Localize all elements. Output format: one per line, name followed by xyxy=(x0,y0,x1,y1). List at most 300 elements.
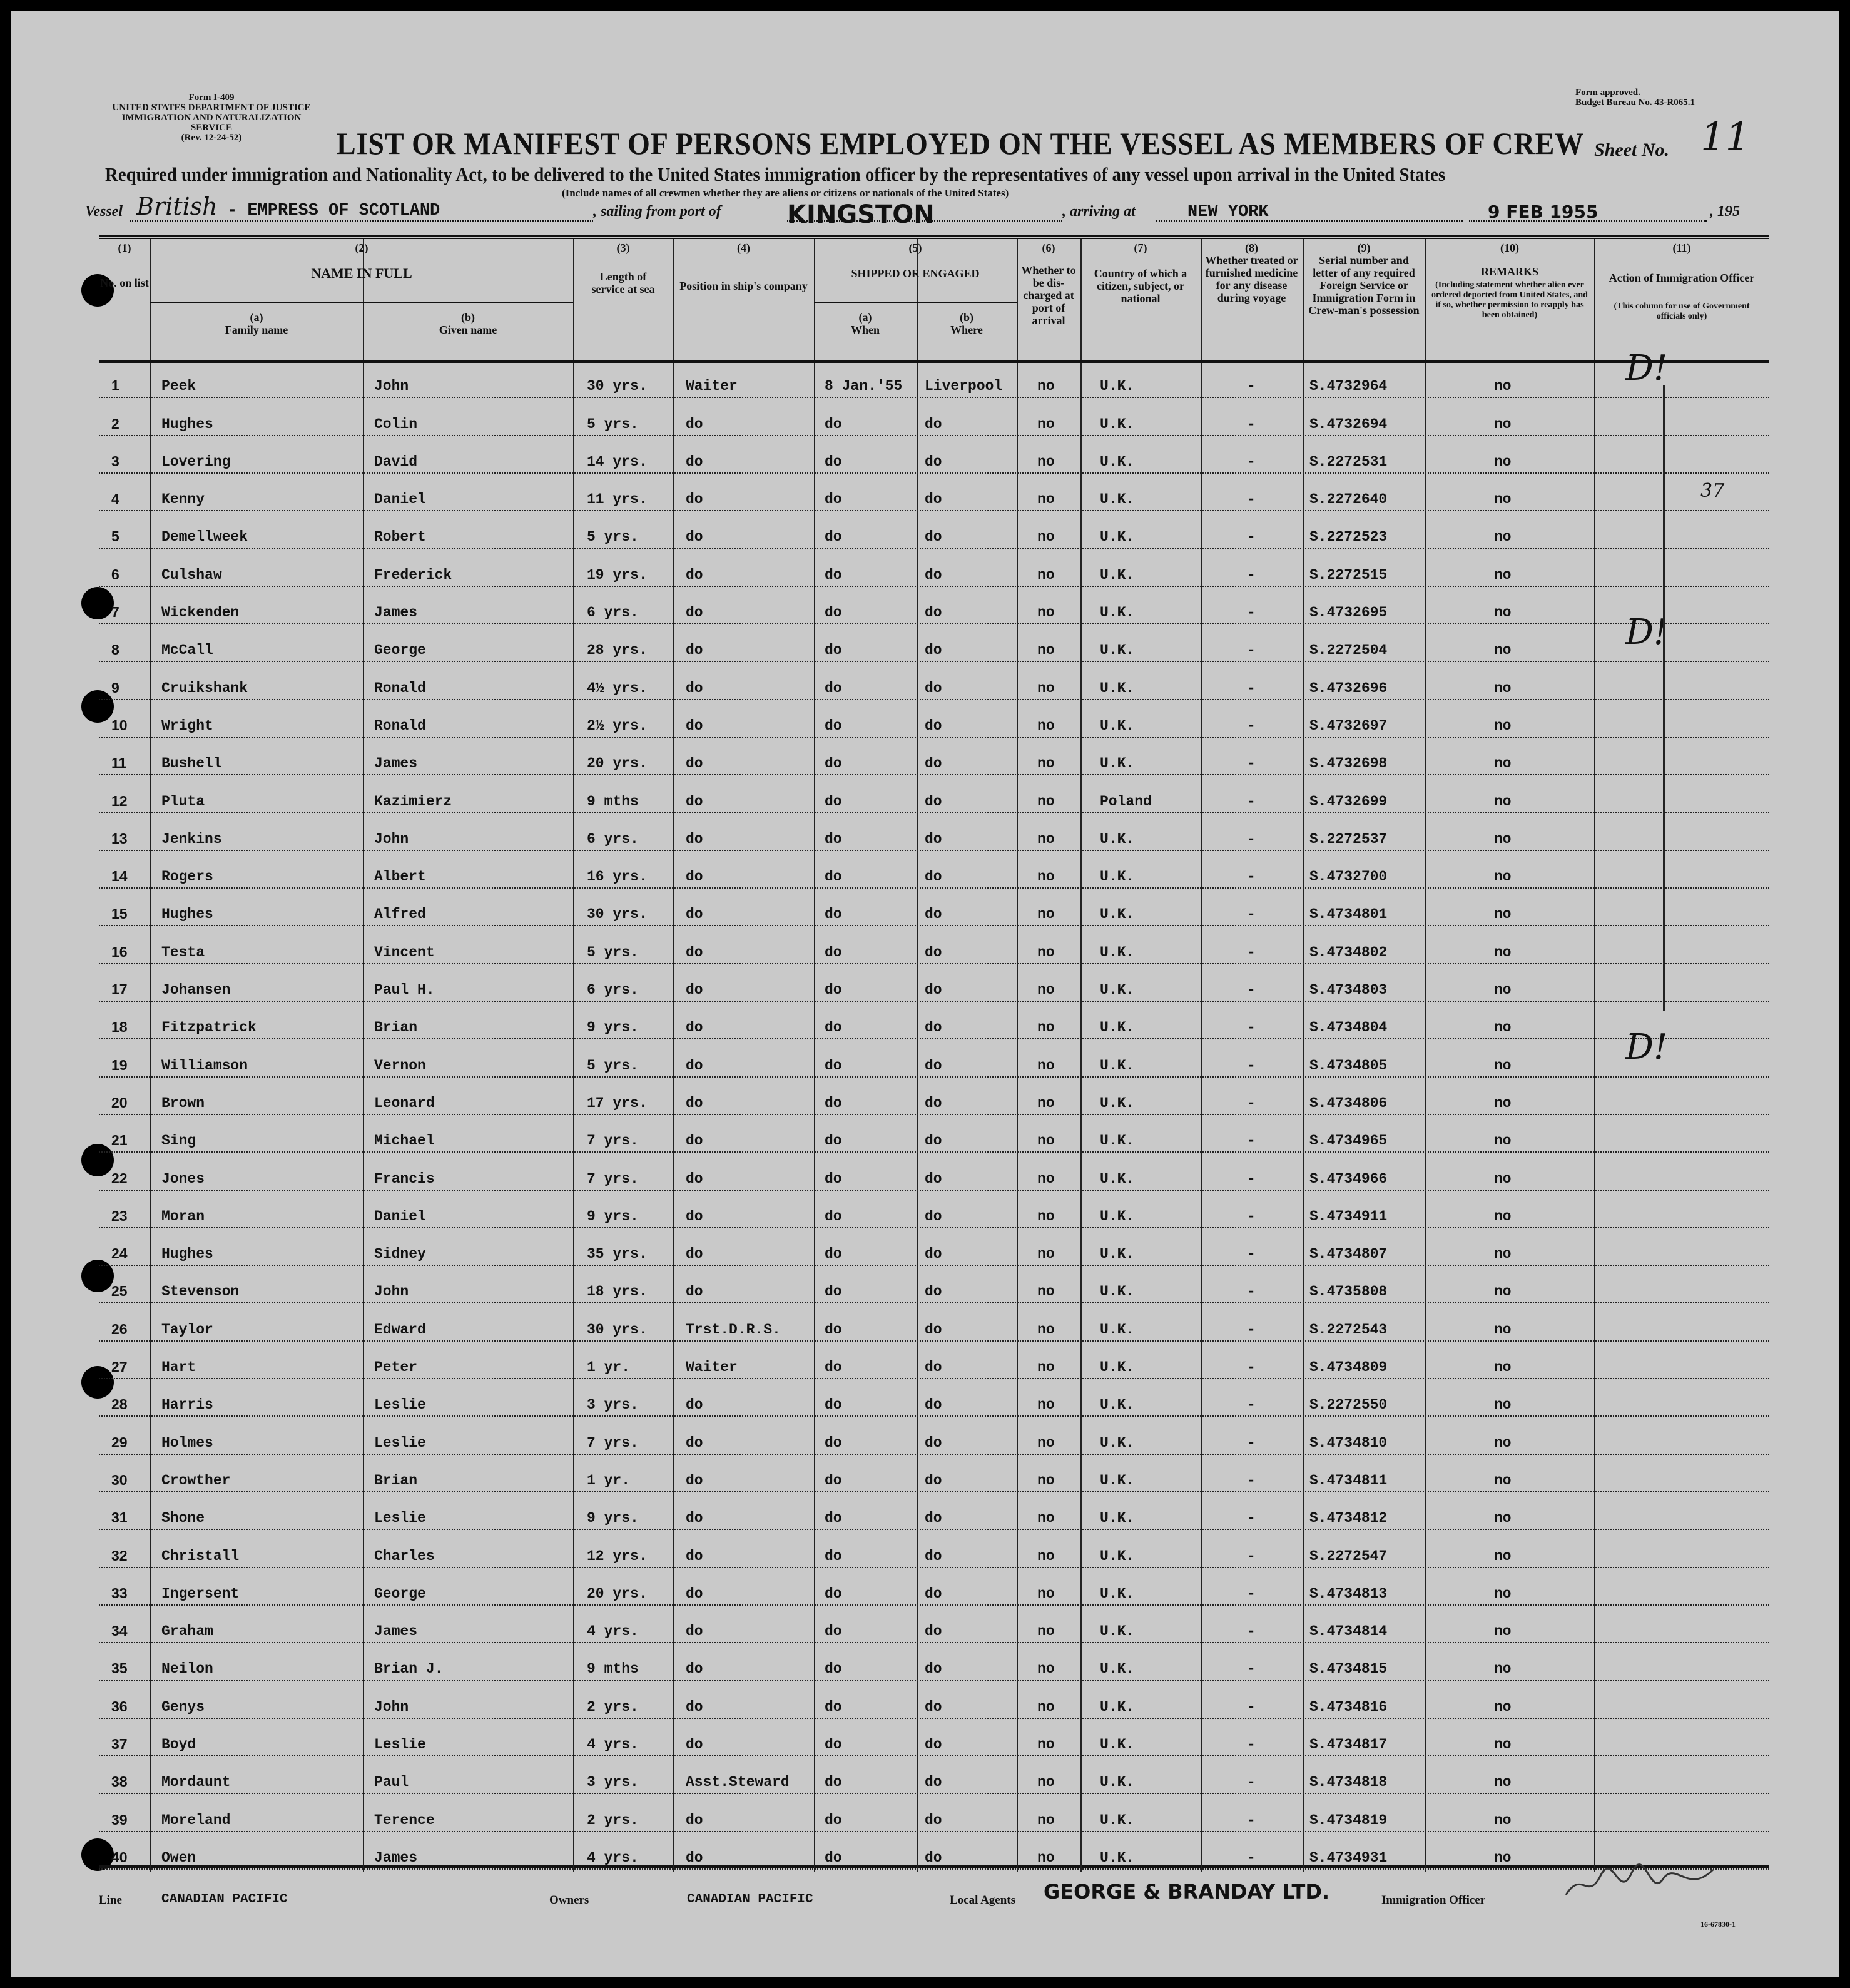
remarks: no xyxy=(1494,1812,1512,1828)
serial-number: S.4732698 xyxy=(1309,755,1388,772)
remarks: no xyxy=(1494,1849,1512,1866)
remarks-note: (Including statement whether alien ever ordered deported from United States, and if so, whether permission to reapply has been obtained) xyxy=(1431,280,1588,320)
table-row xyxy=(99,360,1769,398)
country: U.K. xyxy=(1100,529,1135,546)
form-approval xyxy=(1575,88,1695,108)
header-family-name: Family name xyxy=(225,324,288,336)
shipped-when: 8 Jan.'55 xyxy=(825,378,903,395)
col-letter: (b) xyxy=(960,311,973,324)
row-number: 18 xyxy=(111,1019,128,1036)
family-name: Genys xyxy=(161,1698,205,1715)
family-name: Moreland xyxy=(161,1812,231,1828)
table-row xyxy=(99,1643,1769,1681)
table-row xyxy=(99,1794,1769,1832)
row-number: 33 xyxy=(111,1584,128,1601)
medicine: - xyxy=(1247,1434,1256,1451)
length-of-service: 7 yrs. xyxy=(587,1434,639,1451)
serial-number: S.4734817 xyxy=(1309,1736,1388,1753)
table-row xyxy=(99,1078,1769,1115)
country: U.K. xyxy=(1100,1661,1135,1678)
serial-number: S.4734810 xyxy=(1309,1434,1388,1451)
position: do xyxy=(686,642,703,659)
shipped-where: do xyxy=(925,604,942,621)
remarks: no xyxy=(1494,1321,1512,1338)
shipped-where: do xyxy=(925,1510,942,1527)
shipped-where: do xyxy=(925,1094,942,1111)
family-name: Boyd xyxy=(161,1736,196,1753)
col-number: (4) xyxy=(737,242,750,254)
remarks: no xyxy=(1494,453,1512,470)
serial-number: S.2272640 xyxy=(1309,491,1388,508)
medicine: - xyxy=(1247,680,1256,696)
country: U.K. xyxy=(1100,1510,1135,1527)
table-row xyxy=(99,1568,1769,1606)
table-row xyxy=(99,624,1769,662)
remarks: no xyxy=(1494,1208,1512,1225)
remarks: no xyxy=(1494,1472,1512,1489)
table-row xyxy=(99,964,1769,1002)
shipped-where: do xyxy=(925,982,942,999)
shipped-when: do xyxy=(825,755,842,772)
serial-number: S.4734911 xyxy=(1309,1208,1388,1225)
serial-number: S.4734931 xyxy=(1309,1849,1388,1866)
row-number: 5 xyxy=(111,528,119,545)
header-shipped: SHIPPED OR ENGAGED xyxy=(851,267,980,280)
serial-number: S.2272531 xyxy=(1309,453,1388,470)
row-number: 25 xyxy=(111,1283,128,1300)
discharged: no xyxy=(1037,1510,1055,1527)
country: U.K. xyxy=(1100,1812,1135,1828)
shipped-where: do xyxy=(925,1321,942,1338)
country: U.K. xyxy=(1100,1397,1135,1414)
family-name: Graham xyxy=(161,1623,213,1640)
country: U.K. xyxy=(1100,491,1135,508)
medicine: - xyxy=(1247,642,1256,659)
country: U.K. xyxy=(1100,755,1135,772)
print-code: 16-67830-1 xyxy=(1700,1920,1736,1929)
header-when: When xyxy=(850,324,880,336)
serial-number: S.4732695 xyxy=(1309,604,1388,621)
given-name: John xyxy=(374,1698,409,1715)
given-name: Colin xyxy=(374,415,418,432)
family-name: Neilon xyxy=(161,1661,213,1678)
col-letter: (b) xyxy=(461,311,475,324)
serial-number: S.4734812 xyxy=(1309,1510,1388,1527)
position: do xyxy=(686,1623,703,1640)
given-name: Vernon xyxy=(374,1057,426,1074)
shipped-where: do xyxy=(925,1434,942,1451)
serial-number: S.4735808 xyxy=(1309,1283,1388,1300)
action-note-handwritten: D! xyxy=(1625,612,1668,653)
family-name: McCall xyxy=(161,642,213,659)
length-of-service: 30 yrs. xyxy=(587,906,648,923)
country: U.K. xyxy=(1100,1547,1135,1564)
shipped-when: do xyxy=(825,1133,842,1149)
discharged: no xyxy=(1037,793,1055,810)
header-where: Where xyxy=(950,324,983,336)
table-row xyxy=(99,1304,1769,1342)
row-number: 35 xyxy=(111,1660,128,1677)
medicine: - xyxy=(1247,830,1256,847)
given-name: Paul H. xyxy=(374,982,435,999)
row-number: 16 xyxy=(111,943,128,960)
discharged: no xyxy=(1037,491,1055,508)
line-value: CANADIAN PACIFIC xyxy=(161,1892,288,1907)
shipped-when: do xyxy=(825,1812,842,1828)
shipped-where: do xyxy=(925,1397,942,1414)
shipped-where: do xyxy=(925,642,942,659)
serial-number: S.2272547 xyxy=(1309,1547,1388,1564)
length-of-service: 5 yrs. xyxy=(587,1057,639,1074)
shipped-when: do xyxy=(825,1359,842,1376)
medicine: - xyxy=(1247,1170,1256,1187)
medicine: - xyxy=(1247,1585,1256,1602)
shipped-where: do xyxy=(925,680,942,696)
length-of-service: 14 yrs. xyxy=(587,453,648,470)
header-position: Position in ship's company xyxy=(679,280,808,292)
discharged: no xyxy=(1037,1019,1055,1036)
country: U.K. xyxy=(1100,1019,1135,1036)
shipped-where: do xyxy=(925,1170,942,1187)
table-row xyxy=(99,1191,1769,1228)
table-row xyxy=(99,851,1769,889)
length-of-service: 9 mths xyxy=(587,1661,639,1678)
family-name: Brown xyxy=(161,1094,205,1111)
shipped-when: do xyxy=(825,529,842,546)
shipped-where: do xyxy=(925,415,942,432)
col-number: (11) xyxy=(1672,242,1691,254)
position: Trst.D.R.S. xyxy=(686,1321,781,1338)
include-note: (Include names of all crewmen whether they are aliens or citizens or nationals of the United States) xyxy=(562,187,1009,199)
length-of-service: 19 yrs. xyxy=(587,566,648,583)
serial-number: S.4734819 xyxy=(1309,1812,1388,1828)
position: do xyxy=(686,982,703,999)
medicine: - xyxy=(1247,1472,1256,1489)
col-number: (2) xyxy=(355,242,368,254)
shipped-where: do xyxy=(925,1547,942,1564)
country: U.K. xyxy=(1100,717,1135,734)
serial-number: S.4734805 xyxy=(1309,1057,1388,1074)
length-of-service: 5 yrs. xyxy=(587,529,639,546)
position: do xyxy=(686,755,703,772)
serial-number: S.4734965 xyxy=(1309,1133,1388,1149)
shipped-when: do xyxy=(825,1849,842,1866)
length-of-service: 9 yrs. xyxy=(587,1019,639,1036)
shipped-when: do xyxy=(825,1094,842,1111)
country: U.K. xyxy=(1100,1170,1135,1187)
shipped-where: do xyxy=(925,566,942,583)
given-name: James xyxy=(374,755,418,772)
row-number: 12 xyxy=(111,792,128,809)
discharged: no xyxy=(1037,1170,1055,1187)
agents-label: Local Agents xyxy=(950,1894,1016,1907)
table-row xyxy=(99,1832,1769,1870)
remarks: no xyxy=(1494,566,1512,583)
vessel-label: Vessel xyxy=(85,203,123,220)
manifest-sheet xyxy=(11,11,1839,1977)
position: Asst.Steward xyxy=(686,1774,790,1791)
serial-number: S.4734803 xyxy=(1309,982,1388,999)
row-number: 8 xyxy=(111,641,119,658)
medicine: - xyxy=(1247,1321,1256,1338)
shipped-when: do xyxy=(825,944,842,961)
shipped-when: do xyxy=(825,869,842,885)
country: U.K. xyxy=(1100,1472,1135,1489)
remarks: no xyxy=(1494,1698,1512,1715)
row-number: 38 xyxy=(111,1773,128,1790)
discharged: no xyxy=(1037,453,1055,470)
remarks: no xyxy=(1494,717,1512,734)
given-name: Francis xyxy=(374,1170,435,1187)
row-number: 29 xyxy=(111,1434,128,1450)
remarks: no xyxy=(1494,1359,1512,1376)
arriving-value: NEW YORK xyxy=(1187,203,1269,222)
medicine: - xyxy=(1247,1736,1256,1753)
length-of-service: 2½ yrs. xyxy=(587,717,648,734)
position: do xyxy=(686,1208,703,1225)
length-of-service: 18 yrs. xyxy=(587,1283,648,1300)
shipped-when: do xyxy=(825,1434,842,1451)
officer-label: Immigration Officer xyxy=(1381,1894,1486,1907)
discharged: no xyxy=(1037,1849,1055,1866)
length-of-service: 20 yrs. xyxy=(587,755,648,772)
given-name: James xyxy=(374,604,418,621)
position: do xyxy=(686,415,703,432)
position: do xyxy=(686,1849,703,1866)
row-number: 4 xyxy=(111,491,119,507)
action-note: (This column for use of Government officials only) xyxy=(1614,302,1750,321)
serial-number: S.4734804 xyxy=(1309,1019,1388,1036)
country: U.K. xyxy=(1100,1698,1135,1715)
shipped-where: do xyxy=(925,944,942,961)
discharged: no xyxy=(1037,415,1055,432)
medicine: - xyxy=(1247,378,1256,395)
discharged: no xyxy=(1037,1623,1055,1640)
position: do xyxy=(686,1434,703,1451)
discharged: no xyxy=(1037,642,1055,659)
action-note-handwritten: 37 xyxy=(1700,479,1725,502)
remarks: no xyxy=(1494,793,1512,810)
row-number: 22 xyxy=(111,1170,128,1186)
medicine: - xyxy=(1247,453,1256,470)
family-name: Taylor xyxy=(161,1321,213,1338)
year-label: , 195 xyxy=(1710,203,1740,220)
shipped-when: do xyxy=(825,1019,842,1036)
row-number: 17 xyxy=(111,981,128,998)
medicine: - xyxy=(1247,1283,1256,1300)
country: U.K. xyxy=(1100,830,1135,847)
medicine: - xyxy=(1247,415,1256,432)
sailing-label: , sailing from port of xyxy=(593,203,721,220)
length-of-service: 7 yrs. xyxy=(587,1170,639,1187)
shipped-where: do xyxy=(925,1208,942,1225)
medicine: - xyxy=(1247,1547,1256,1564)
serial-number: S.4732696 xyxy=(1309,680,1388,696)
country: U.K. xyxy=(1100,1094,1135,1111)
serial-number: S.2272523 xyxy=(1309,529,1388,546)
discharged: no xyxy=(1037,1397,1055,1414)
family-name: Harris xyxy=(161,1397,213,1414)
header-given-name: Given name xyxy=(439,324,497,336)
shipped-where: do xyxy=(925,1283,942,1300)
row-number: 34 xyxy=(111,1623,128,1639)
table-row xyxy=(99,511,1769,549)
shipped-when: do xyxy=(825,1547,842,1564)
country: Poland xyxy=(1100,793,1152,810)
col-number: (5) xyxy=(908,242,922,254)
remarks: no xyxy=(1494,755,1512,772)
length-of-service: 9 mths xyxy=(587,793,639,810)
medicine: - xyxy=(1247,944,1256,961)
discharged: no xyxy=(1037,1359,1055,1376)
medicine: - xyxy=(1247,982,1256,999)
row-number: 13 xyxy=(111,830,128,847)
discharged: no xyxy=(1037,604,1055,621)
family-name: Stevenson xyxy=(161,1283,240,1300)
given-name: Ronald xyxy=(374,680,426,696)
serial-number: S.4734807 xyxy=(1309,1246,1388,1263)
given-name: Leonard xyxy=(374,1094,435,1111)
length-of-service: 4 yrs. xyxy=(587,1849,639,1866)
table-row xyxy=(99,1342,1769,1379)
position: do xyxy=(686,566,703,583)
row-number: 24 xyxy=(111,1245,128,1262)
family-name: Rogers xyxy=(161,869,213,885)
length-of-service: 3 yrs. xyxy=(587,1397,639,1414)
country: U.K. xyxy=(1100,1585,1135,1602)
table-row xyxy=(99,1379,1769,1417)
given-name: George xyxy=(374,642,426,659)
row-number: 27 xyxy=(111,1358,128,1375)
length-of-service: 9 yrs. xyxy=(587,1510,639,1527)
table-row xyxy=(99,700,1769,738)
position: Waiter xyxy=(686,378,738,395)
position: do xyxy=(686,1283,703,1300)
country: U.K. xyxy=(1100,1321,1135,1338)
col-number: (3) xyxy=(616,242,630,254)
serial-number: S.4734811 xyxy=(1309,1472,1388,1489)
length-of-service: 16 yrs. xyxy=(587,869,648,885)
row-number: 14 xyxy=(111,868,128,885)
country: U.K. xyxy=(1100,944,1135,961)
family-name: Fitzpatrick xyxy=(161,1019,257,1036)
family-name: Jenkins xyxy=(161,830,222,847)
remarks: no xyxy=(1494,1397,1512,1414)
revision: (Rev. 12-24-52) xyxy=(181,133,242,143)
country: U.K. xyxy=(1100,1359,1135,1376)
remarks: no xyxy=(1494,830,1512,847)
position: Waiter xyxy=(686,1359,738,1376)
length-of-service: 2 yrs. xyxy=(587,1812,639,1828)
family-name: Hughes xyxy=(161,1246,213,1263)
given-name: Ronald xyxy=(374,717,426,734)
family-name: Christall xyxy=(161,1547,240,1564)
col-number: (7) xyxy=(1134,242,1147,254)
remarks: no xyxy=(1494,906,1512,923)
medicine: - xyxy=(1247,1774,1256,1791)
length-of-service: 5 yrs. xyxy=(587,415,639,432)
medicine: - xyxy=(1247,906,1256,923)
line-label: Line xyxy=(99,1894,122,1907)
length-of-service: 6 yrs. xyxy=(587,830,639,847)
department: UNITED STATES DEPARTMENT OF JUSTICE xyxy=(112,103,311,113)
family-name: Shone xyxy=(161,1510,205,1527)
row-number: 6 xyxy=(111,566,119,583)
col-number: (10) xyxy=(1500,242,1519,254)
shipped-when: do xyxy=(825,1736,842,1753)
header-action: Action of Immigration Officer xyxy=(1609,272,1755,284)
discharged: no xyxy=(1037,1812,1055,1828)
shipped-when: do xyxy=(825,491,842,508)
family-name: Holmes xyxy=(161,1434,213,1451)
position: do xyxy=(686,830,703,847)
row-number: 23 xyxy=(111,1207,128,1224)
row-number: 9 xyxy=(111,679,119,696)
discharged: no xyxy=(1037,378,1055,395)
position: do xyxy=(686,1585,703,1602)
position: do xyxy=(686,1397,703,1414)
action-note-handwritten: D! xyxy=(1625,1027,1668,1068)
position: do xyxy=(686,1170,703,1187)
country: U.K. xyxy=(1100,642,1135,659)
row-number: 36 xyxy=(111,1698,128,1715)
medicine: - xyxy=(1247,1397,1256,1414)
discharged: no xyxy=(1037,529,1055,546)
table-row xyxy=(99,398,1769,436)
form-identifier xyxy=(105,93,318,143)
discharged: no xyxy=(1037,1661,1055,1678)
remarks: no xyxy=(1494,604,1512,621)
given-name: Brian xyxy=(374,1472,418,1489)
table-row xyxy=(99,1530,1769,1567)
medicine: - xyxy=(1247,717,1256,734)
given-name: Robert xyxy=(374,529,426,546)
table-row xyxy=(99,738,1769,775)
sheet-number: 11 xyxy=(1700,114,1750,160)
remarks: no xyxy=(1494,1774,1512,1791)
table-row xyxy=(99,662,1769,700)
shipped-when: do xyxy=(825,1510,842,1527)
family-name: Demellweek xyxy=(161,529,248,546)
shipped-where: do xyxy=(925,755,942,772)
row-number: 40 xyxy=(111,1848,128,1865)
vessel-name: - EMPRESS OF SCOTLAND xyxy=(227,201,440,220)
country: U.K. xyxy=(1100,1774,1135,1791)
table-row xyxy=(99,813,1769,851)
shipped-where: do xyxy=(925,1057,942,1074)
row-number: 15 xyxy=(111,905,128,922)
family-name: Williamson xyxy=(161,1057,248,1074)
serial-number: S.4734818 xyxy=(1309,1774,1388,1791)
country: U.K. xyxy=(1100,378,1135,395)
shipped-where: do xyxy=(925,793,942,810)
given-name: George xyxy=(374,1585,426,1602)
given-name: James xyxy=(374,1623,418,1640)
given-name: Brian xyxy=(374,1019,418,1036)
shipped-where: do xyxy=(925,1585,942,1602)
given-name: Leslie xyxy=(374,1510,426,1527)
discharged: no xyxy=(1037,1472,1055,1489)
given-name: Alfred xyxy=(374,906,426,923)
shipped-where: do xyxy=(925,1812,942,1828)
discharged: no xyxy=(1037,680,1055,696)
port-value: KINGSTON xyxy=(787,200,935,229)
remarks: no xyxy=(1494,1133,1512,1149)
serial-number: S.4734806 xyxy=(1309,1094,1388,1111)
country: U.K. xyxy=(1100,604,1135,621)
given-name: Daniel xyxy=(374,491,426,508)
row-number: 30 xyxy=(111,1471,128,1488)
